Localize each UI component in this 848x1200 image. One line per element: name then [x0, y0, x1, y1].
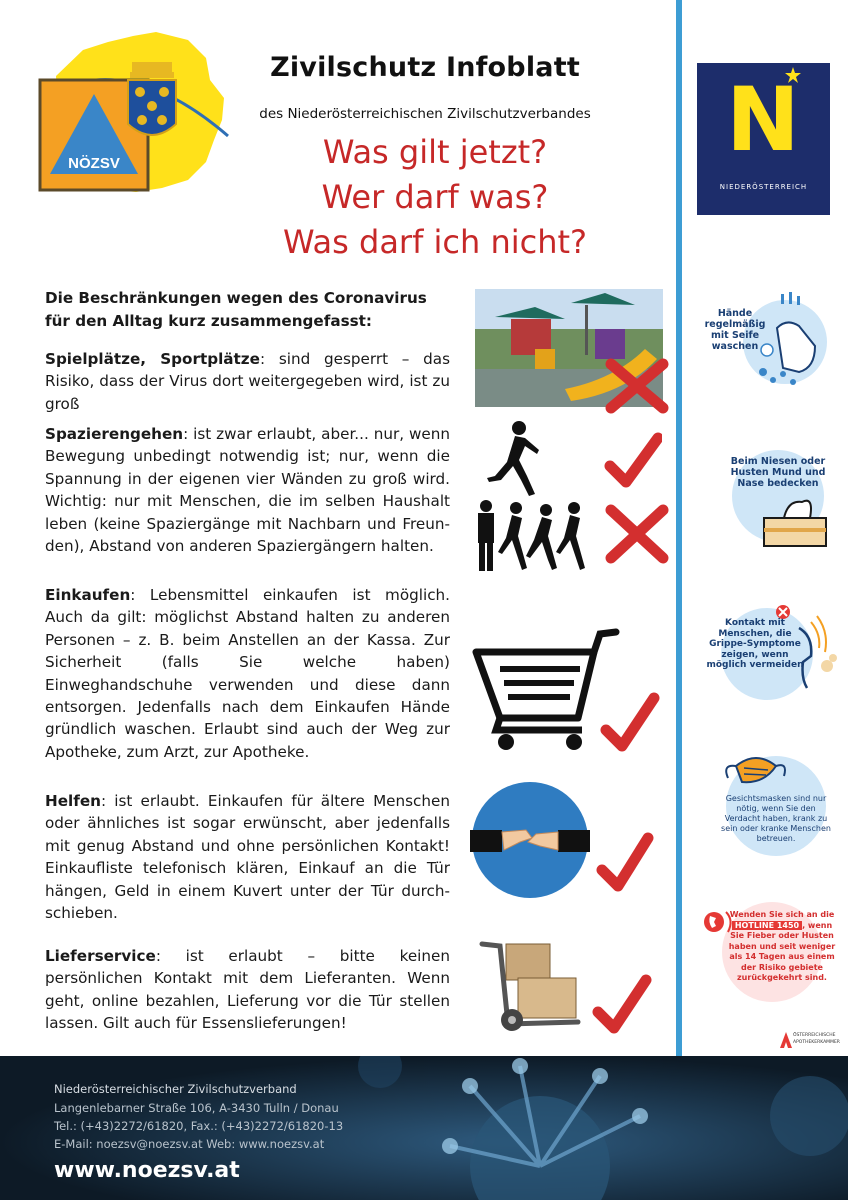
- footer-phone: Tel.: (+43)2272/61820, Fax.: (+43)2272/61820-13: [54, 1119, 344, 1133]
- noe-logo-letter: N: [726, 68, 800, 171]
- hands-wash-text: Hände regelmäßig mit Seife waschen: [704, 308, 766, 352]
- section-body: : ist erlaubt – bitte keinen persönlichen Kontakt mit dem Lieferanten. Wenn geht, online bezahlen, Lieferung vor die Tür stellen lassen. Gilt auch für Essenslieferungen!: [45, 947, 450, 1033]
- footer: [0, 1056, 848, 1200]
- contact-avoid-text: Kontakt mit Menschen, die Grippe-Symptome zeigen, wenn möglich vermeiden: [706, 618, 804, 670]
- section-heading: Einkaufen: [45, 586, 131, 604]
- intro-text: Die Beschränkungen wegen des Coronavirus für den Alltag kurz zusammengefasst:: [45, 289, 427, 330]
- footer-organization: Niederösterreichischer Zivilschutzverband: [54, 1082, 297, 1096]
- section-heading: Helfen: [45, 792, 101, 810]
- section-heading: Spazierengehen: [45, 425, 184, 443]
- section-body: : ist zwar erlaubt, aber... nur, wenn Bewegung unbedingt notwendig ist; nur, wenn die Spannung in der eigenen vier Wänden zu groß wird. Wichtig: nur mit Menschen, die im selben Haushalt leben (keine Spaziergänge mit Nachbarn und Freunden), Abstand von anderen Spaziergängern halten.: [45, 425, 450, 556]
- section-shopping: [45, 584, 450, 763]
- section-helping: [45, 790, 450, 924]
- red-check-icon: [600, 692, 660, 754]
- red-check-icon: [592, 974, 652, 1036]
- hotline-card: [700, 902, 840, 1002]
- question-2: Wer darf was?: [321, 178, 549, 216]
- section-body: : ist erlaubt. Einkaufen für ältere Menschen oder ähnliches ist sogar erwünscht, aber jedenfalls mit genug Abstand und ohne persönlichen Kontakt! Einkaufliste telefonisch klären, Einkauf an die Tür hängen, Geld in einem Kuvert unter der Tür durchschieben.: [45, 792, 450, 923]
- red-x-icon: [605, 504, 669, 564]
- footer-email-web: E-Mail: noezsv@noezsv.at Web: www.noezsv.at: [54, 1137, 325, 1151]
- hotline-badge: HOTLINE 1450: [732, 921, 802, 930]
- page-title: Zivilschutz Infoblatt: [270, 52, 580, 83]
- hands-wash-card: [703, 288, 833, 398]
- face-mask-card: [716, 742, 840, 862]
- sidebar-divider: [676, 0, 682, 1056]
- page-subtitle: des Niederösterreichischen Zivilschutzverbandes: [259, 106, 591, 122]
- apothekerkammer-line1: ÖSTERREICHISCHE: [793, 1033, 836, 1038]
- face-mask-text: Gesichtsmasken sind nur nötig, wenn Sie den Verdacht haben, krank zu sein oder kranke Menschen betreuen.: [721, 794, 831, 843]
- hand-truck-icon: [474, 940, 584, 1034]
- noe-logo-text: NIEDERÖSTERREICH: [719, 183, 808, 191]
- section-heading: Spielplätze, Sportplätze: [45, 350, 260, 368]
- sneeze-card: [718, 436, 838, 556]
- niederoesterreich-logo: [697, 63, 830, 215]
- sneeze-text: Beim Niesen oder Husten Mund und Nase bedecken: [730, 456, 826, 489]
- noezsv-logo: [38, 28, 238, 198]
- footer-address: Langenlebarner Straße 106, A-3430 Tulln / Donau: [54, 1101, 339, 1115]
- hotline-text-pre: Wenden Sie sich an die: [729, 910, 835, 919]
- section-playgrounds: [45, 348, 450, 415]
- apothekerkammer-line2: APOTHEKERKAMMER: [793, 1040, 840, 1045]
- handshake-icon: [470, 780, 590, 900]
- section-walking: [45, 423, 450, 557]
- runner-icon: [485, 420, 541, 498]
- section-body: : sind gesperrt – das Risiko, dass der Virus dort weitergegeben wird, ist zu groß: [45, 350, 450, 413]
- section-delivery: [45, 945, 450, 1035]
- group-runners-icon: [472, 500, 592, 572]
- question-3: Was darf ich nicht?: [282, 223, 588, 261]
- shopping-cart-icon: [470, 626, 620, 752]
- section-body: : Lebensmittel einkaufen ist möglich. Auch da gilt: möglichst Abstand halten zu anderen Personen – z. B. beim Anstellen an der Kassa. Zur Sicherheit (falls Sie welche haben) Einweghandschuhe verwenden und diese dann entsorgen. Jedenfalls nach dem Einkaufen Hände gründlich waschen. Erlaubt sind auch der Weg zur Apotheke, zum Arzt, zur Apotheke.: [45, 586, 450, 761]
- red-check-icon: [604, 432, 662, 490]
- hotline-text: [726, 910, 838, 984]
- section-heading: Lieferservice: [45, 947, 156, 965]
- apothekerkammer-logo: [780, 1030, 844, 1050]
- red-x-icon: [605, 358, 669, 414]
- question-1: Was gilt jetzt?: [322, 133, 548, 171]
- hotline-text-post: , wenn Sie Fieber oder Husten haben und seit weniger als 14 Tagen aus einem der Risiko gebiete zurückgekehrt sind.: [728, 920, 836, 982]
- footer-website-link[interactable]: www.noezsv.at: [54, 1158, 240, 1183]
- red-check-icon: [596, 832, 654, 894]
- contact-avoid-card: [703, 598, 841, 708]
- logo-text: NÖZSV: [68, 155, 120, 172]
